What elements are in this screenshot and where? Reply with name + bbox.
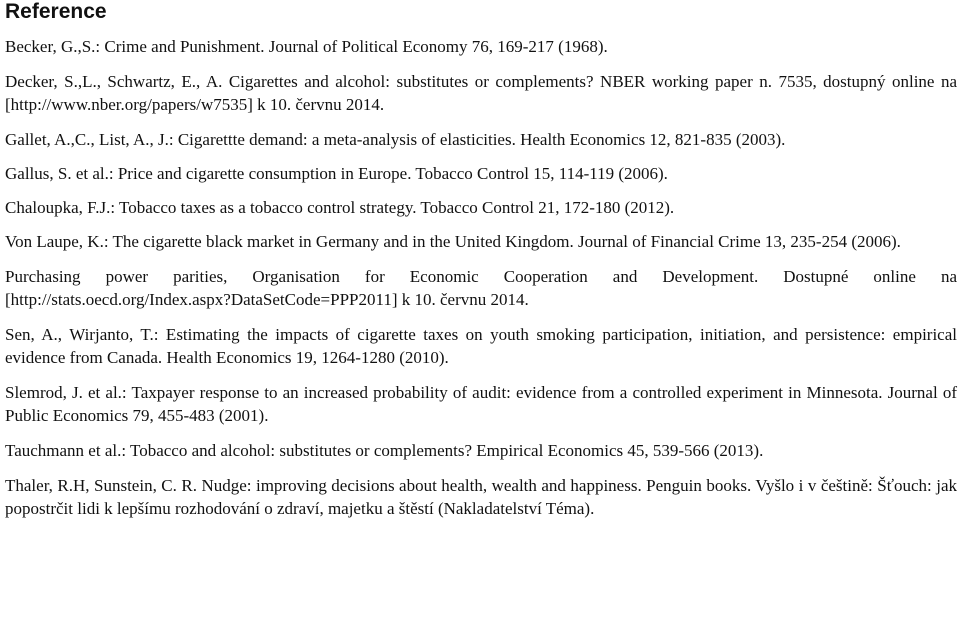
reference-thaler: Thaler, R.H, Sunstein, C. R. Nudge: improving decisions about health, wealth and happiness. Penguin books. Vyšlo i v češtině: Šťouch: jak popostrčit lidi k lepšímu rozhodování o zdraví, majetku a štěstí (Nakladatelství Téma). <box>5 476 957 518</box>
reference-chaloupka: Chaloupka, F.J.: Tobacco taxes as a tobacco control strategy. Tobacco Control 21, 172-180 (2012). <box>5 198 675 217</box>
reference-gallet: Gallet, A.,C., List, A., J.: Cigarettte demand: a meta-analysis of elasticities. Health Economics 12, 821-835 (2003). <box>5 130 786 149</box>
reference-becker: Becker, G.,S.: Crime and Punishment. Journal of Political Economy 76, 169-217 (1968). <box>5 37 608 56</box>
reference-slemrod: Slemrod, J. et al.: Taxpayer response to an increased probability of audit: evidence from a controlled experiment in Minnesota. Journal of Public Economics 79, 455-483 (2001). <box>5 383 957 425</box>
reference-tauchmann: Tauchmann et al.: Tobacco and alcohol: substitutes or complements? Empirical Economics 45, 539-566 (2013). <box>5 441 764 460</box>
reference-gallus: Gallus, S. et al.: Price and cigarette consumption in Europe. Tobacco Control 15, 114-119 (2006). <box>5 164 668 183</box>
reference-purchasing-power: Purchasing power parities, Organisation for Economic Cooperation and Development. Dostupné online na [http://stats.oecd.org/Index.aspx?DataSetCode=PPP2011] k 10. červnu 2014. <box>5 267 957 309</box>
reference-decker: Decker, S.,L., Schwartz, E., A. Cigarettes and alcohol: substitutes or complements? NBER working paper n. 7535, dostupný online na [http://www.nber.org/papers/w7535] k 10. červnu 2014. <box>5 72 957 114</box>
reference-sen: Sen, A., Wirjanto, T.: Estimating the impacts of cigarette taxes on youth smoking participation, initiation, and persistence: empirical evidence from Canada. Health Economics 19, 1264-1280 (2010). <box>5 325 957 367</box>
reference-von-laupe: Von Laupe, K.: The cigarette black market in Germany and in the United Kingdom. Journal of Financial Crime 13, 235-254 (2006). <box>5 232 901 251</box>
reference-page <box>5 0 957 532</box>
page-title: Reference <box>5 0 107 23</box>
